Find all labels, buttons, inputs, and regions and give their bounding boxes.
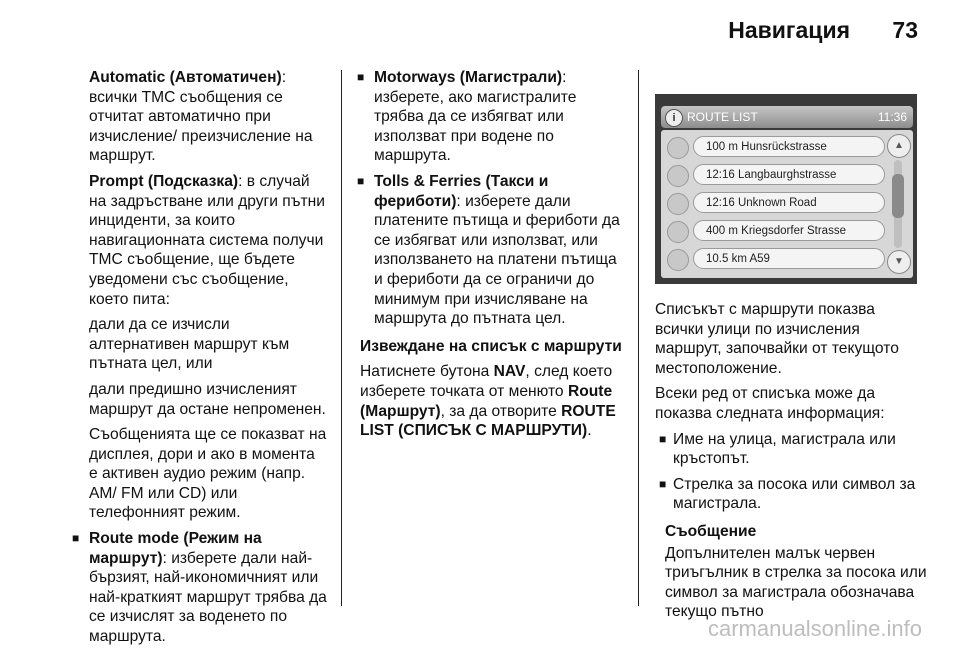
route-row bbox=[667, 192, 885, 214]
route-list-panel bbox=[661, 130, 913, 278]
paragraph: Всеки ред от списъка може да показва следната информация: bbox=[655, 385, 885, 422]
route-row-label: 10.5 km A59 bbox=[693, 248, 885, 269]
text: , след което изберете точката от менюто bbox=[360, 363, 613, 400]
info-icon: i bbox=[665, 109, 683, 127]
route-row-label: 400 m Kriegsdorfer Strasse bbox=[693, 220, 885, 241]
paragraph: Списъкът с маршрути показва всички улици по изчисления маршрут, започвайки от текущото местоположение. bbox=[655, 301, 899, 377]
menu-item-label: Route (Маршрут) bbox=[360, 382, 613, 420]
scroll-thumb bbox=[892, 174, 904, 218]
term: Automatic (Автоматичен) bbox=[89, 69, 282, 86]
direction-arrow-icon bbox=[667, 221, 689, 243]
text: . bbox=[587, 422, 592, 440]
paragraph: Съобщенията ще се показват на дисплея, дори и ако в момента е активен аудио режим (напр. AM/ FM или CD) или телефонният режим. bbox=[89, 426, 327, 522]
bullet-item: ■ Име на улица, магистрала или кръстопът. bbox=[655, 430, 927, 469]
paragraph bbox=[360, 362, 622, 440]
text: : изберете дали най- бързият, най-икономичният или най-краткият маршрут трябва да се изчислят за воденето по маршрута. bbox=[89, 549, 327, 646]
note-heading: Съобщение bbox=[665, 522, 757, 540]
paragraph: дали да се изчисли алтернативен маршрут към пътната цел, или bbox=[89, 316, 290, 373]
nav-button-label: NAV bbox=[493, 363, 526, 381]
note-text: Допълнителен малък червен триъгълник в стрелка за посока или символ за магистрала обозначава текущо пътно bbox=[665, 544, 927, 621]
text: : изберете, ако магистралите трябва да се избягват или използват при водене по маршрута. bbox=[374, 69, 577, 165]
text: : всички TMC съобщения се отчитат автоматично при изчисление/ преизчисление на маршрут. bbox=[89, 69, 313, 165]
direction-arrow-icon bbox=[667, 193, 689, 215]
text: Натиснете бутона bbox=[360, 363, 494, 381]
section-title: Навигация bbox=[728, 17, 850, 43]
text: , за да отворите bbox=[440, 402, 562, 420]
page-number: 73 bbox=[892, 17, 918, 43]
route-row-label: 12:16 Unknown Road bbox=[693, 192, 885, 213]
column-2 bbox=[360, 68, 622, 447]
column-3 bbox=[655, 300, 927, 628]
route-row bbox=[667, 220, 885, 242]
term: Tolls & Ferries (Такси и фериботи) bbox=[374, 172, 549, 210]
route-row bbox=[667, 248, 885, 270]
term: Prompt (Подсказка) bbox=[89, 172, 239, 190]
note-box bbox=[655, 522, 927, 622]
bullet-item bbox=[360, 172, 622, 329]
route-row bbox=[667, 136, 885, 158]
section-heading: Извеждане на списък с маршрути bbox=[360, 337, 622, 355]
direction-arrow-icon bbox=[667, 165, 689, 187]
term: Motorways (Магистрали) bbox=[374, 69, 563, 86]
screen-title-bar bbox=[661, 106, 913, 128]
bullet-item: ■ Стрелка за посока или символ за магистрала. bbox=[655, 475, 927, 514]
text: : изберете дали платените пътища и фериботи да се избягват или използват, или използването на платени пътища и фериботи да се ограничи до минимум при изчисляване на маршрута до пътната цел. bbox=[374, 192, 620, 328]
paragraph: дали предишно изчисленият маршрут да остане непроменен. bbox=[89, 380, 326, 418]
screen-name: ROUTE LIST (СПИСЪК С МАРШРУТИ) bbox=[360, 402, 616, 440]
column-divider bbox=[341, 70, 342, 606]
screen-title: ROUTE LIST bbox=[687, 110, 758, 124]
page-header bbox=[0, 0, 960, 58]
term: Route mode (Режим на маршрут) bbox=[89, 530, 262, 567]
footer bbox=[0, 612, 960, 642]
chevron-up-icon: ▲ bbox=[887, 134, 911, 158]
column-divider bbox=[638, 70, 639, 606]
clock: 11:36 bbox=[877, 110, 907, 124]
route-row-label: 100 m Hunsrückstrasse bbox=[693, 136, 885, 157]
route-row bbox=[667, 164, 885, 186]
scrollbar bbox=[887, 134, 909, 274]
bullet-item bbox=[360, 68, 622, 166]
paragraph bbox=[89, 172, 327, 309]
route-row-label: 12:16 Langbaurghstrasse bbox=[693, 164, 885, 185]
watermark: carmanualsonline.info bbox=[707, 616, 922, 641]
column-1 bbox=[89, 68, 327, 653]
paragraph bbox=[89, 68, 327, 166]
direction-arrow-icon bbox=[667, 137, 689, 159]
chevron-down-icon: ▼ bbox=[887, 250, 911, 274]
route-list-screenshot bbox=[655, 94, 917, 284]
text: : в случай на задръстване или други пътни инциденти, за които навигационната система получи TMC съобщение, ще бъдете уведомени със съобщение, което пита: bbox=[89, 172, 325, 308]
motorway-icon bbox=[667, 249, 689, 271]
